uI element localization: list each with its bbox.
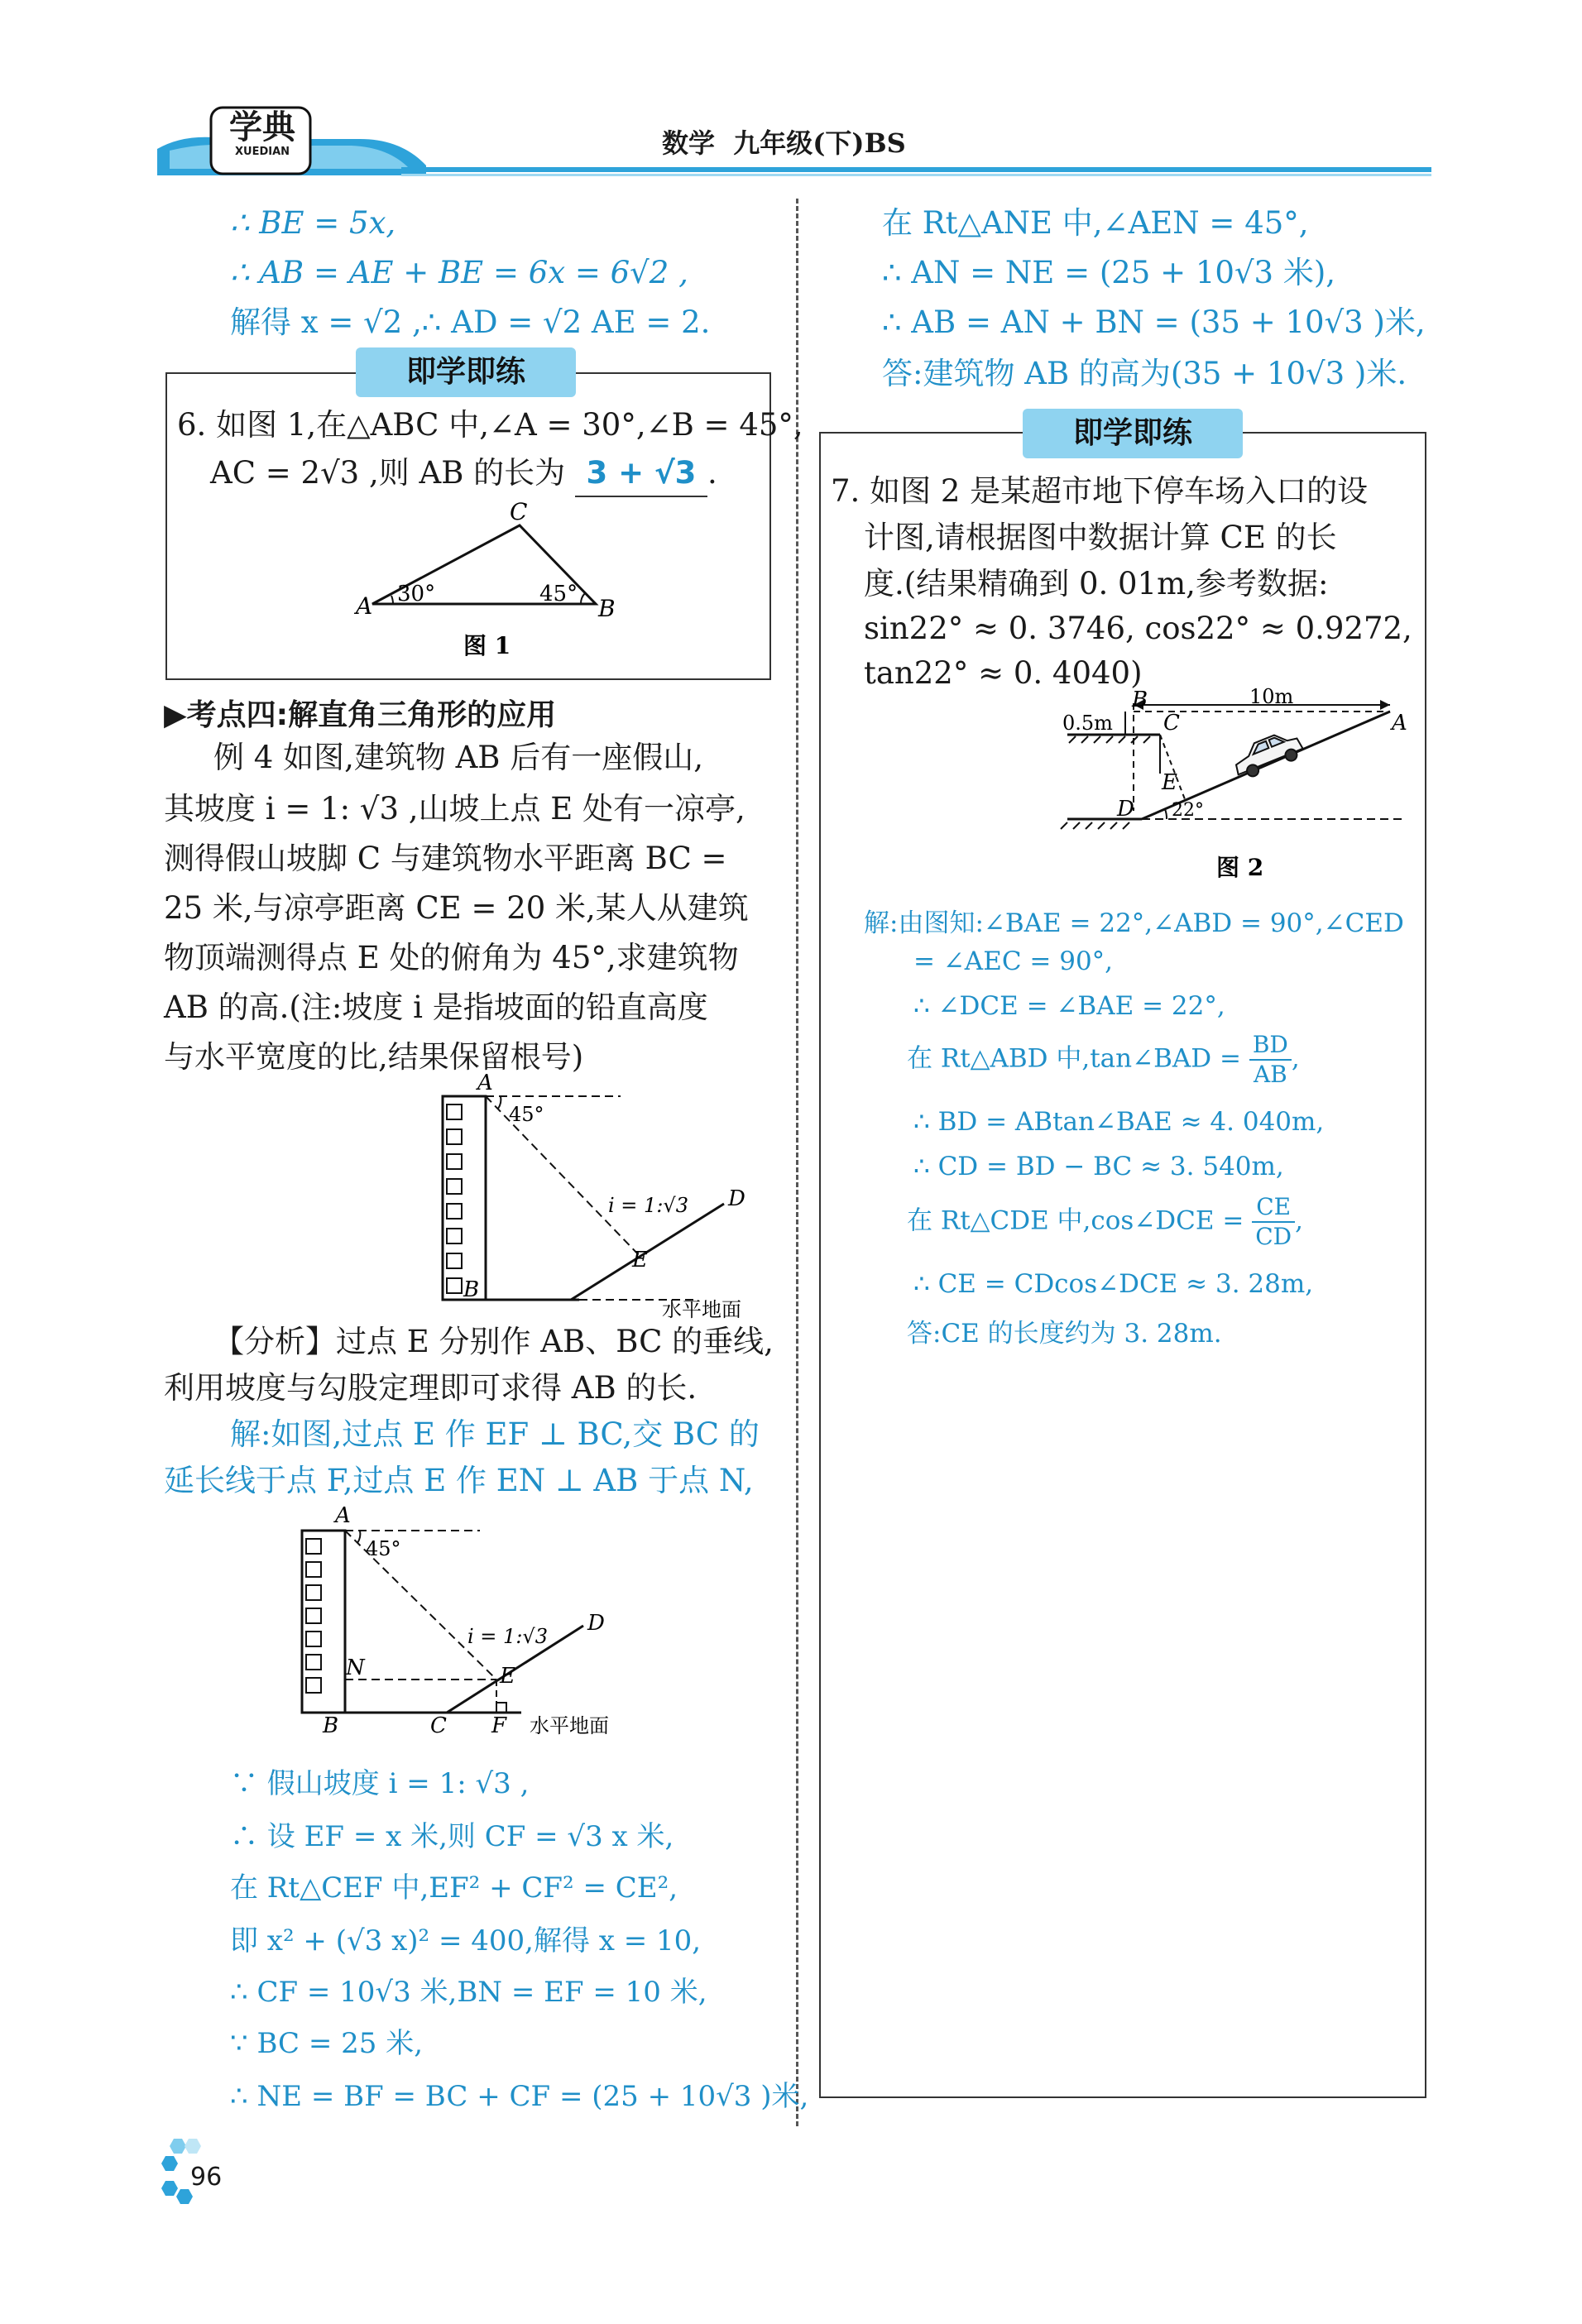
fraction-cd: CD	[1255, 1223, 1292, 1250]
sol-fig-label-e: E	[500, 1664, 515, 1689]
fig2-height: 0.5m	[1062, 712, 1113, 735]
practice7-q-line4: sin22° ≈ 0. 3746, cos22° ≈ 0.9272,	[864, 611, 1412, 646]
practice7-sol-line7	[907, 1193, 1303, 1251]
ex4-fig-slope: i = 1:√3	[608, 1194, 688, 1217]
sol-fig-label-n: N	[346, 1656, 365, 1680]
ex4-fig-ground: 水平地面	[662, 1298, 741, 1320]
solution-step4: 即 x² + (√3 x)² = 400,解得 x = 10,	[230, 1924, 702, 1957]
practice6-tag: 即学即练	[356, 347, 576, 397]
solution-step1: ∵ 假山坡度 i = 1: √3 ,	[230, 1767, 530, 1800]
example4-line3: 测得假山坡脚 C 与建筑物水平距离 BC =	[164, 841, 727, 876]
solution-figure	[290, 1497, 654, 1737]
example4-line6: AB 的高.(注:坡度 i 是指坡面的铅直高度	[164, 989, 708, 1025]
practice7-sol-line7-text: 在 Rt△CDE 中,cos∠DCE =	[907, 1205, 1244, 1236]
practice7-sol-line4-text: 在 Rt△ABD 中,tan∠BAD =	[907, 1043, 1241, 1074]
right-top-line1: 在 Rt△ANE 中,∠AEN = 45°,	[882, 205, 1309, 241]
solution-step2: ∴ 设 EF = x 米,则 CF = √3 x 米,	[230, 1820, 674, 1853]
page-number: 96	[190, 2163, 223, 2192]
practice7-q-line3: 度.(结果精确到 0. 01m,参考数据:	[864, 566, 1329, 601]
fig2-dist: 10m	[1249, 687, 1294, 708]
fraction-ce-cd	[1252, 1193, 1295, 1251]
example4-line4: 25 米,与凉亭距离 CE = 20 米,某人从建筑	[164, 890, 749, 926]
fraction-bd: BD	[1249, 1031, 1292, 1061]
fig1-angle-a: 30°	[397, 582, 436, 606]
practice6-question-text: AC = 2√3 ,则 AB 的长为	[210, 455, 566, 491]
left-top-line3: 解得 x = √2 ,∴ AD = √2 AE = 2.	[230, 304, 711, 340]
practice7-sol-line1: 解:由图知:∠BAE = 22°,∠ABD = 90°,∠CED	[864, 908, 1404, 938]
example4-line5: 物顶端测得点 E 处的俯角为 45°,求建筑物	[164, 940, 739, 975]
practice6-question-line1: 6. 如图 1,在△ABC 中,∠A = 30°,∠B = 45°,	[177, 407, 803, 443]
ex4-fig-label-b: B	[463, 1277, 480, 1302]
sol-fig-ground: 水平地面	[530, 1714, 609, 1737]
analysis-line2: 利用坡度与勾股定理即可求得 AB 的长.	[164, 1370, 698, 1406]
fig1-label-b: B	[598, 595, 616, 622]
ex4-fig-label-a: A	[477, 1071, 493, 1095]
example4-line1: 例 4 如图,建筑物 AB 后有一座假山,	[213, 740, 704, 775]
solution-step7: ∴ NE = BF = BC + CF = (25 + 10√3 )米,	[230, 2080, 809, 2113]
sol-fig-label-f: F	[491, 1713, 507, 1737]
solution-step5: ∴ CF = 10√3 米,BN = EF = 10 米,	[230, 1976, 707, 2009]
solution-line1: 解:如图,过点 E 作 EF ⊥ BC,交 BC 的	[230, 1416, 760, 1452]
fig2-label-c: C	[1163, 711, 1180, 736]
practice6-answer: 3 + √3	[586, 455, 697, 491]
ex4-fig-label-d: D	[728, 1186, 745, 1211]
fig1-label-a: A	[356, 592, 373, 620]
practice7-tag: 即学即练	[1023, 409, 1243, 458]
sol-fig-label-b: B	[323, 1713, 339, 1737]
right-top-line4: 答:建筑物 AB 的高为(35 + 10√3 )米.	[882, 356, 1407, 391]
practice7-sol-line9: 答:CE 的长度约为 3. 28m.	[907, 1319, 1222, 1349]
section4-heading: ▶考点四:解直角三角形的应用	[164, 698, 557, 732]
sol-fig-angle: 45°	[366, 1537, 401, 1560]
practice7-sol-line4	[907, 1031, 1300, 1089]
ex4-fig-angle: 45°	[509, 1103, 544, 1126]
brand-logo-cn: 学典	[229, 108, 295, 146]
left-top-line1: ∴ BE = 5x,	[230, 205, 396, 241]
fig2-angle: 22°	[1172, 800, 1204, 821]
solution-line2: 延长线于点 F,过点 E 作 EN ⊥ AB 于点 N,	[164, 1463, 754, 1498]
right-top-line2: ∴ AN = NE = (25 + 10√3 米),	[882, 255, 1336, 290]
fig2-label-e: E	[1162, 770, 1177, 795]
ex4-fig-label-e: E	[632, 1248, 648, 1272]
solution-step3: 在 Rt△CEF 中,EF² + CF² = CE²,	[230, 1871, 678, 1905]
practice7-q-line2: 计图,请根据图中数据计算 CE 的长	[864, 520, 1337, 555]
figure2-parking	[1059, 687, 1423, 885]
header-subject: 数学 九年级(下)BS	[662, 127, 906, 159]
fig1-angle-b: 45°	[539, 582, 578, 606]
practice6-question-line2	[210, 450, 717, 497]
practice7-sol-line2: = ∠AEC = 90°,	[913, 946, 1114, 976]
sol-fig-slope: i = 1:√3	[467, 1625, 548, 1648]
fig1-label-c: C	[510, 498, 528, 525]
fraction-ce: CE	[1252, 1193, 1295, 1223]
practice7-sol-line5: ∴ BD = ABtan∠BAE ≈ 4. 040m,	[913, 1107, 1325, 1137]
figure1-triangle	[348, 496, 629, 662]
fig2-label-b: B	[1132, 688, 1148, 712]
practice7-sol-line3: ∴ ∠DCE = ∠BAE = 22°,	[913, 991, 1225, 1021]
practice7-q-line1: 7. 如图 2 是某超市地下停车场入口的设	[831, 473, 1369, 509]
practice7-sol-line8: ∴ CE = CDcos∠DCE ≈ 3. 28m,	[913, 1269, 1314, 1299]
fig2-caption: 图 2	[1216, 854, 1264, 881]
practice7-sol-line6: ∴ CD = BD − BC ≈ 3. 540m,	[913, 1152, 1284, 1181]
practice7-q-line5: tan22° ≈ 0. 4040)	[864, 655, 1143, 691]
fraction-bd-ab	[1249, 1031, 1292, 1089]
fig2-label-d: D	[1117, 797, 1134, 822]
solution-step6: ∵ BC = 25 米,	[230, 2027, 424, 2060]
example4-line2: 其坡度 i = 1: √3 ,山坡上点 E 处有一凉亭,	[164, 791, 745, 827]
fig2-label-a: A	[1392, 711, 1407, 736]
left-top-line2: ∴ AB = AE + BE = 6x = 6√2 ,	[230, 255, 688, 290]
sol-fig-label-d: D	[587, 1611, 605, 1636]
sol-fig-label-a: A	[335, 1503, 351, 1528]
practice7-sol-line7-comma: ,	[1295, 1205, 1303, 1236]
practice7-sol-line4-comma: ,	[1291, 1043, 1300, 1074]
example4-figure	[430, 1071, 778, 1320]
analysis-line1: 【分析】过点 E 分别作 AB、BC 的垂线,	[213, 1324, 774, 1359]
fraction-ab: AB	[1253, 1061, 1287, 1088]
brand-logo-en: XUEDIAN	[234, 146, 290, 158]
example4-line7: 与水平宽度的比,结果保留根号)	[164, 1039, 584, 1075]
column-divider	[796, 199, 798, 2126]
right-top-line3: ∴ AB = AN + BN = (35 + 10√3 )米,	[882, 304, 1426, 340]
fig1-caption: 图 1	[463, 632, 511, 659]
sol-fig-label-c: C	[430, 1713, 447, 1737]
practice6-period: .	[707, 455, 717, 491]
